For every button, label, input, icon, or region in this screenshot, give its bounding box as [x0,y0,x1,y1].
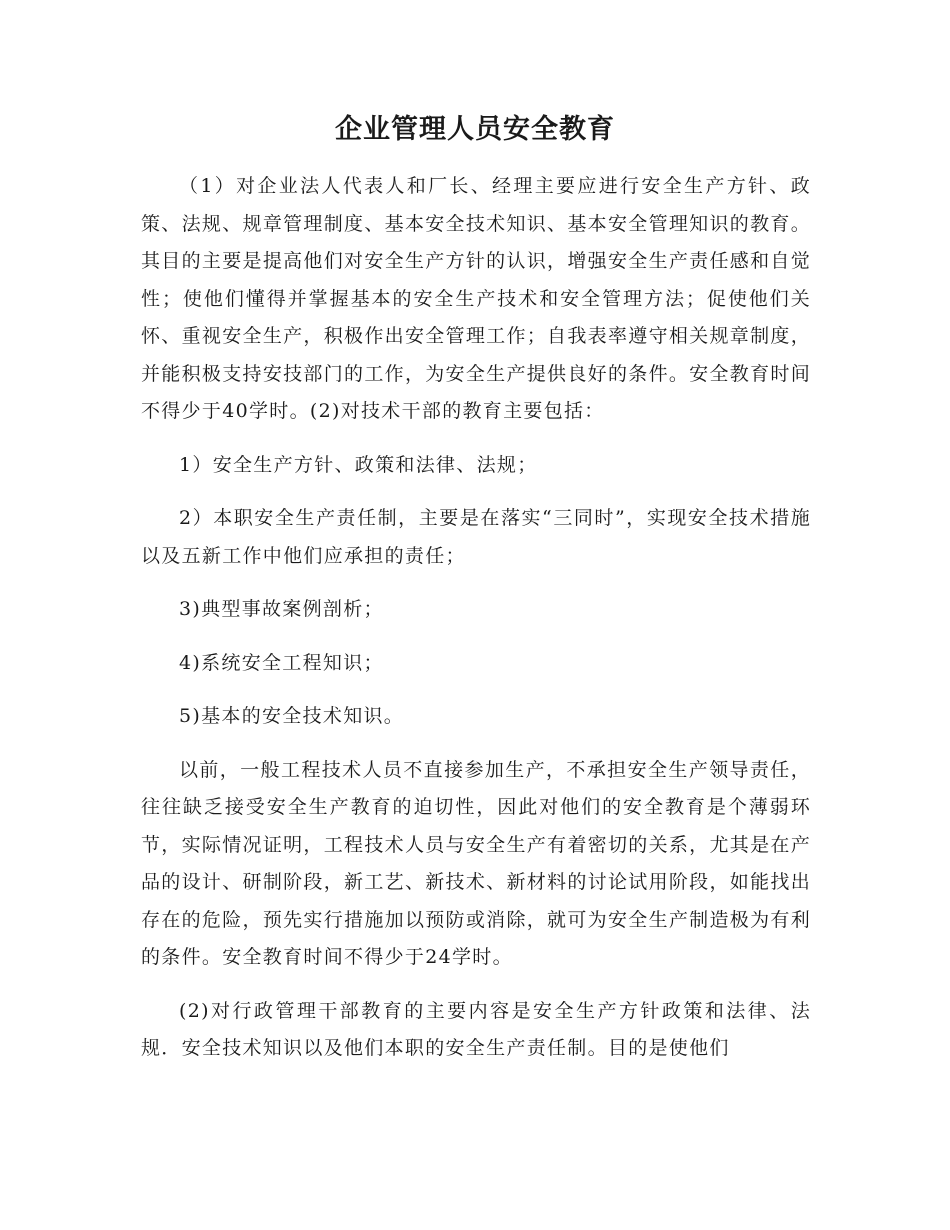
list-item-3: 3)典型事故案例剖析； [179,598,384,620]
paragraph-leaders-education: （1）对企业法人代表人和厂长、经理主要应进行安全生产方针、政策、法规、规章管理制度、基本安全技术知识、基本安全管理知识的教育。其目的主要是提高他们对安全生产方针的认识，增强安全生产责任感和自觉性；使他们懂得并掌握基本的安全生产技术和安全管理方法；促使他们关怀、重视安全生产，积极作出安全管理工作；自我表率遵守相关规章制度，并能积极支持安技部门的工作，为安全生产提供良好的条件。安全教育时间不得少于40学时。(2)对技术干部的教育主要包括： [141,175,811,422]
document-body [141,168,811,1068]
document-title: 企业管理人员安全教育 [335,114,615,145]
list-item-4: 4)系统安全工程知识； [179,651,384,674]
list-item-5: 5)基本的安全技术知识。 [179,705,405,727]
list-item-2: 2）本职安全生产责任制，主要是在落实“三同时”，实现安全技术措施以及五新工作中他们应承担的责任； [141,507,811,567]
paragraph-engineers: 以前，一般工程技术人员不直接参加生产，不承担安全生产领导责任，往往缺乏接受安全生产教育的迫切性，因此对他们的安全教育是个薄弱环节，实际情况证明，工程技术人员与安全生产有着密切的关系，尤其是在产品的设计、研制阶段，新工艺、新技术、新材料的讨论试用阶段，如能找出存在的危险，预先实行措施加以预防或消除，就可为安全生产制造极为有利的条件。安全教育时间不得少于24学时。 [141,758,811,968]
list-item-1: 1）安全生产方针、政策和法律、法规； [179,453,538,476]
paragraph-admin-cadres: (2)对行政管理干部教育的主要内容是安全生产方针政策和法律、法规．安全技术知识以及他们本职的安全生产责任制。目的是使他们 [141,999,811,1059]
